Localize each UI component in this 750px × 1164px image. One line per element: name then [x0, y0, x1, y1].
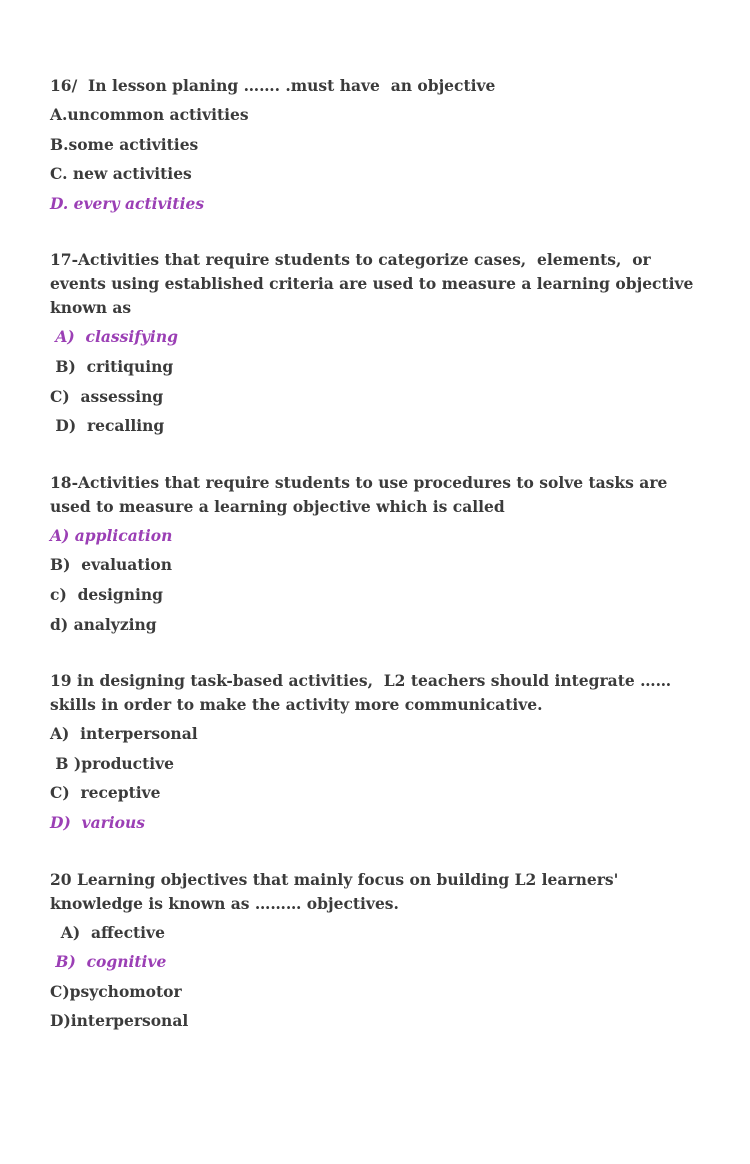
- answer-option: B) evaluation: [50, 555, 172, 575]
- correct-answer-option: A) classifying: [50, 327, 178, 347]
- answer-option: D) recalling: [50, 416, 165, 436]
- question-stem: 19 in designing task-based activities, L2 teachers should integrate …… skills in order to make the activity more communicative.: [50, 671, 682, 715]
- answer-option: D)interpersonal: [50, 1011, 189, 1031]
- answer-option: B.some activities: [50, 134, 199, 154]
- answer-option: C)psychomotor: [50, 981, 182, 1001]
- answer-option: C) receptive: [50, 783, 161, 803]
- question-20: [50, 868, 710, 1039]
- answer-option: A) affective: [50, 922, 165, 942]
- answer-option: d) analyzing: [50, 614, 157, 634]
- correct-answer-option: A) application: [50, 525, 173, 545]
- question-stem: 20 Learning objectives that mainly focus on building L2 learners' knowledge is known as ……… objectives.: [50, 869, 630, 913]
- answer-option: B )productive: [50, 753, 175, 773]
- answer-option: A.uncommon activities: [50, 105, 249, 124]
- answer-option: A) interpersonal: [50, 724, 198, 744]
- question-stem: 18-Activities that require students to use procedures to solve tasks are used to measure a learning objective which is called: [50, 472, 673, 516]
- question-19: [50, 669, 710, 840]
- question-17: [50, 248, 710, 443]
- correct-answer-option: D) various: [50, 812, 146, 832]
- question-16: [50, 74, 710, 221]
- answer-option: C. new activities: [50, 164, 192, 184]
- answer-option: B) critiquing: [50, 356, 174, 376]
- question-stem: 17-Activities that require students to categorize cases, elements, or events using established criteria are used to measure a learning objective known as: [50, 250, 699, 318]
- answer-option: C) assessing: [50, 386, 164, 406]
- quiz-page: [50, 74, 710, 1066]
- answer-option: c) designing: [50, 584, 163, 604]
- correct-answer-option: B) cognitive: [50, 952, 167, 972]
- question-stem: 16/ In lesson planing ……. .must have an objective: [50, 76, 496, 95]
- correct-answer-option: D. every activities: [50, 193, 205, 213]
- question-18: [50, 471, 710, 642]
